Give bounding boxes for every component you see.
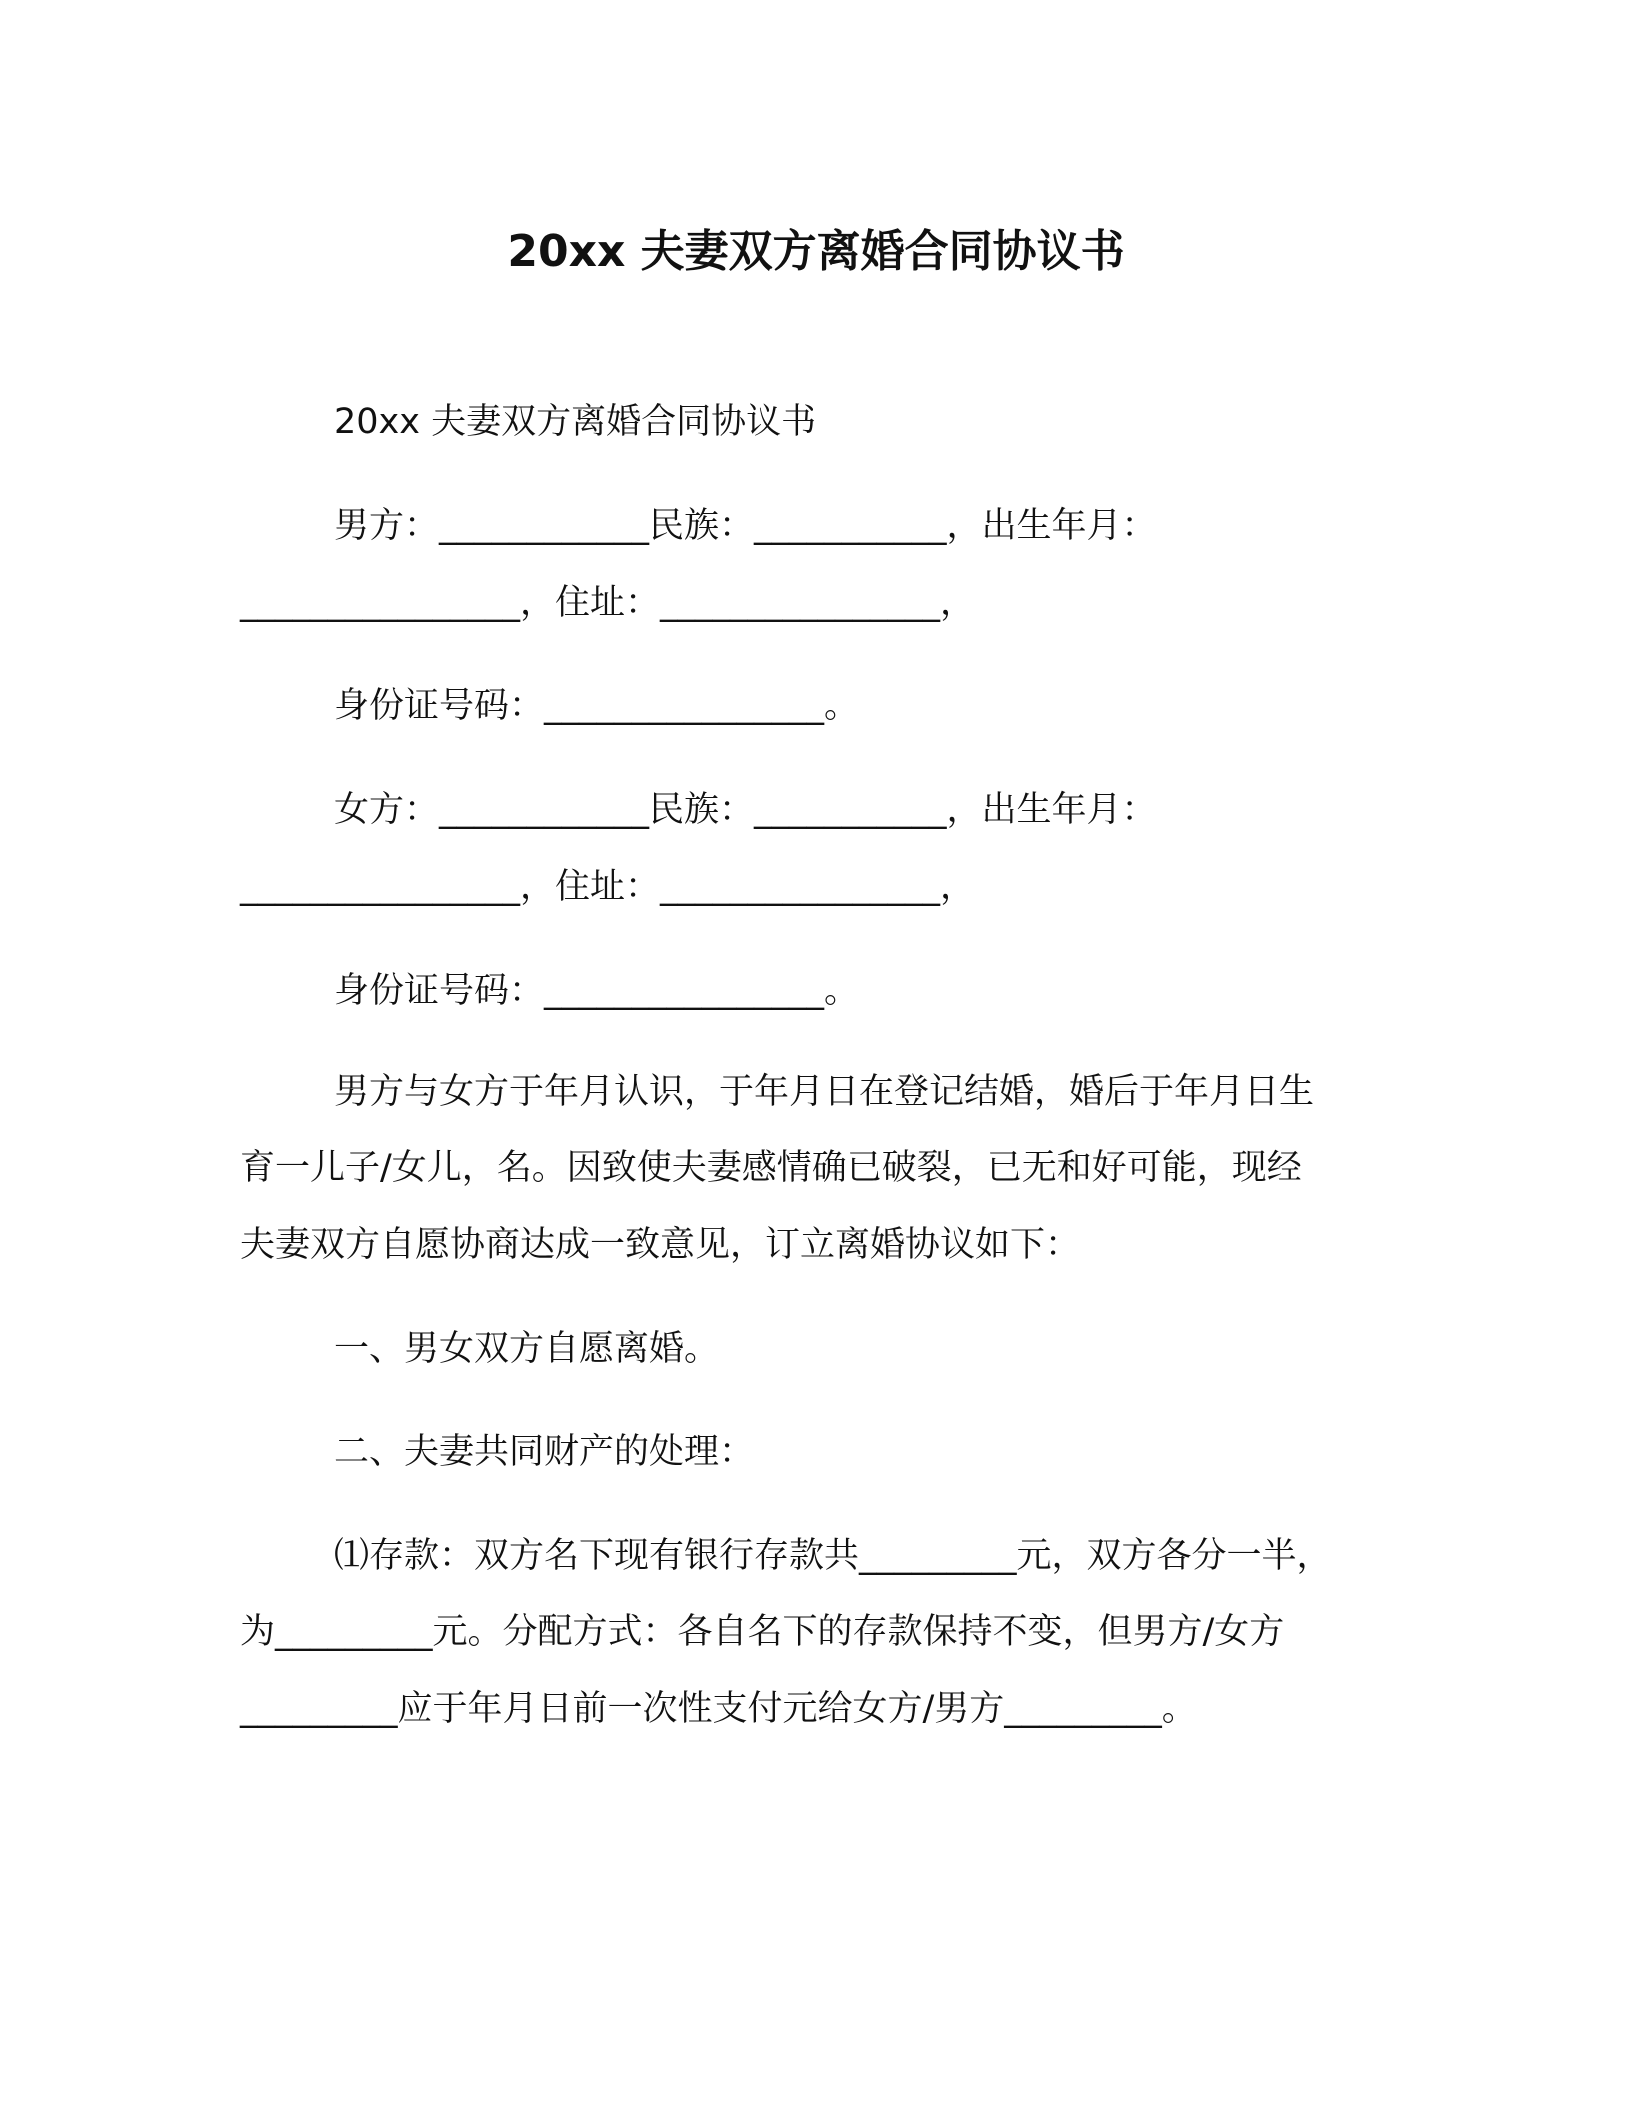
male-info-line-1: 男方：____________民族：___________，出生年月： xyxy=(334,506,1157,546)
male-id-line: 身份证号码：________________。 xyxy=(334,686,860,726)
female-id-line: 身份证号码：________________。 xyxy=(334,971,860,1011)
clause-one: 一、男女双方自愿离婚。 xyxy=(334,1329,720,1369)
subtitle-line: 20xx 夫妻双方离婚合同协议书 xyxy=(334,402,817,442)
female-info-line-2: ________________，住址：________________， xyxy=(240,867,976,907)
deposit-paragraph-line-2: 为_________元。分配方式：各自名下的存款保持不变，但男方/女方 xyxy=(240,1612,1285,1652)
deposit-paragraph-line-3: _________应于年月日前一次性支付元给女方/男方_________。 xyxy=(240,1689,1197,1729)
marriage-paragraph-line-3: 夫妻双方自愿协商达成一致意见，订立离婚协议如下： xyxy=(240,1225,1081,1265)
document-title: 20xx 夫妻双方离婚合同协议书 xyxy=(507,226,1125,277)
deposit-paragraph-line-1: ⑴存款：双方名下现有银行存款共_________元，双方各分一半， xyxy=(334,1536,1332,1576)
marriage-paragraph-line-1: 男方与女方于年月认识，于年月日在登记结婚，婚后于年月日生 xyxy=(334,1072,1315,1112)
male-info-line-2: ________________，住址：________________， xyxy=(240,583,976,623)
marriage-paragraph-line-2: 育一儿子/女儿，名。因致使夫妻感情确已破裂，已无和好可能，现经 xyxy=(240,1148,1302,1188)
clause-two-heading: 二、夫妻共同财产的处理： xyxy=(334,1432,755,1472)
female-info-line-1: 女方：____________民族：___________，出生年月： xyxy=(334,790,1157,830)
